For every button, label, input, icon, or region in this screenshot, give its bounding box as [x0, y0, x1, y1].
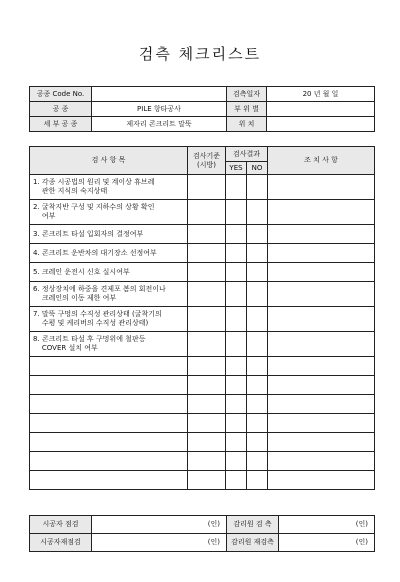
- check-item: 2. 굴착지반 구성 및 지하수의 상황 확인 여부: [30, 200, 188, 225]
- standard-cell[interactable]: [188, 395, 226, 414]
- checklist-table: [29, 146, 375, 490]
- no-cell[interactable]: [247, 263, 268, 282]
- check-item: [30, 452, 188, 471]
- no-cell[interactable]: [247, 414, 268, 433]
- no-cell[interactable]: [247, 376, 268, 395]
- position-label: 위 치: [227, 117, 267, 132]
- yes-cell[interactable]: [226, 282, 247, 307]
- yes-cell[interactable]: [226, 471, 247, 490]
- contractor-check-seal[interactable]: (인): [92, 516, 227, 534]
- checklist-row: [30, 357, 375, 376]
- no-cell[interactable]: [247, 244, 268, 263]
- sub-work-field[interactable]: 제자리 콘크리트 말뚝: [92, 117, 227, 132]
- header-items: 검 사 항 목: [30, 147, 188, 175]
- header-standard: 검사기준 (시방): [188, 147, 226, 175]
- contractor-check-label: 시공자 점검: [30, 516, 92, 534]
- checklist-row: [30, 244, 375, 263]
- action-cell[interactable]: [268, 307, 375, 332]
- yes-cell[interactable]: [226, 307, 247, 332]
- sub-work-label: 세 부 공 종: [30, 117, 92, 132]
- check-item: 6. 정상장치에 하중을 견제포 봄의 회전이나 크레인의 이동 제한 여부: [30, 282, 188, 307]
- yes-cell[interactable]: [226, 175, 247, 200]
- checklist-row: [30, 395, 375, 414]
- yes-cell[interactable]: [226, 433, 247, 452]
- standard-cell[interactable]: [188, 452, 226, 471]
- standard-cell[interactable]: [188, 225, 226, 244]
- checklist-row: [30, 282, 375, 307]
- header-result: 검사결과: [226, 147, 268, 162]
- date-label: 검측일자: [227, 87, 267, 102]
- header-no: NO: [247, 162, 268, 175]
- check-item: 8. 콘크리트 타설 후 구멍위에 철판등 COVER 설치 여부: [30, 332, 188, 357]
- yes-cell[interactable]: [226, 395, 247, 414]
- standard-cell[interactable]: [188, 282, 226, 307]
- standard-cell[interactable]: [188, 433, 226, 452]
- yes-cell[interactable]: [226, 244, 247, 263]
- check-item: 1. 각종 시공법의 원리 및 계이상 휴브레 관한 지식의 숙지상태: [30, 175, 188, 200]
- check-item: 7. 말뚝 구멍의 수직성 관리상태 (굴착기의 수평 및 케리버의 수직성 관리상태): [30, 307, 188, 332]
- work-label: 공 종: [30, 102, 92, 117]
- yes-cell[interactable]: [226, 357, 247, 376]
- checklist-row: [30, 307, 375, 332]
- check-item: 3. 콘크리트 타설 입회자의 결정여부: [30, 225, 188, 244]
- no-cell[interactable]: [247, 395, 268, 414]
- no-cell[interactable]: [247, 357, 268, 376]
- action-cell[interactable]: [268, 282, 375, 307]
- action-cell[interactable]: [268, 414, 375, 433]
- yes-cell[interactable]: [226, 376, 247, 395]
- standard-cell[interactable]: [188, 175, 226, 200]
- checklist-row: [30, 471, 375, 490]
- action-cell[interactable]: [268, 395, 375, 414]
- standard-cell[interactable]: [188, 471, 226, 490]
- standard-cell[interactable]: [188, 414, 226, 433]
- yes-cell[interactable]: [226, 414, 247, 433]
- action-cell[interactable]: [268, 263, 375, 282]
- checklist-row: [30, 332, 375, 357]
- header-action: 조 치 사 항: [268, 147, 375, 175]
- action-cell[interactable]: [268, 376, 375, 395]
- contractor-recheck-seal[interactable]: (인): [92, 534, 227, 552]
- action-cell[interactable]: [268, 452, 375, 471]
- page-title: 검측 체크리스트: [138, 45, 262, 63]
- header-yes: YES: [226, 162, 247, 175]
- checklist-row: [30, 175, 375, 200]
- no-cell[interactable]: [247, 200, 268, 225]
- check-item: [30, 357, 188, 376]
- checklist-row: [30, 414, 375, 433]
- action-cell[interactable]: [268, 200, 375, 225]
- check-item: [30, 433, 188, 452]
- supervisor-inspect-label: 감리원 검 측: [227, 516, 279, 534]
- yes-cell[interactable]: [226, 200, 247, 225]
- code-field[interactable]: [92, 87, 227, 102]
- check-item: 4. 콘크리트 운반차의 대기장소 선정여부: [30, 244, 188, 263]
- yes-cell[interactable]: [226, 332, 247, 357]
- standard-cell[interactable]: [188, 263, 226, 282]
- action-cell[interactable]: [268, 332, 375, 357]
- check-item: [30, 376, 188, 395]
- action-cell[interactable]: [268, 225, 375, 244]
- yes-cell[interactable]: [226, 452, 247, 471]
- standard-cell[interactable]: [188, 332, 226, 357]
- work-field[interactable]: PILE 항타공사: [92, 102, 227, 117]
- action-cell[interactable]: [268, 244, 375, 263]
- no-cell[interactable]: [247, 307, 268, 332]
- supervisor-reinspect-label: 감리원 재검측: [227, 534, 279, 552]
- info-table: [29, 86, 375, 132]
- no-cell[interactable]: [247, 282, 268, 307]
- checklist-row: [30, 225, 375, 244]
- contractor-recheck-label: 시공자재점검: [30, 534, 92, 552]
- action-cell[interactable]: [268, 175, 375, 200]
- check-item: [30, 414, 188, 433]
- action-cell[interactable]: [268, 433, 375, 452]
- location-field[interactable]: [267, 102, 375, 117]
- yes-cell[interactable]: [226, 225, 247, 244]
- checklist-row: [30, 263, 375, 282]
- supervisor-inspect-seal[interactable]: (인): [279, 516, 375, 534]
- signature-table: [29, 515, 375, 552]
- checklist-row: [30, 433, 375, 452]
- check-item: [30, 471, 188, 490]
- yes-cell[interactable]: [226, 263, 247, 282]
- action-cell[interactable]: [268, 357, 375, 376]
- check-item: [30, 395, 188, 414]
- position-field[interactable]: [267, 117, 375, 132]
- standard-cell[interactable]: [188, 357, 226, 376]
- date-field[interactable]: 20 년 월 일: [267, 87, 375, 102]
- no-cell[interactable]: [247, 452, 268, 471]
- no-cell[interactable]: [247, 433, 268, 452]
- no-cell[interactable]: [247, 471, 268, 490]
- no-cell[interactable]: [247, 175, 268, 200]
- action-cell[interactable]: [268, 471, 375, 490]
- code-label: 공종 Code No.: [30, 87, 92, 102]
- checklist-row: [30, 452, 375, 471]
- check-item: 5. 크레인 운전시 신호 실시여부: [30, 263, 188, 282]
- standard-cell[interactable]: [188, 244, 226, 263]
- standard-cell[interactable]: [188, 200, 226, 225]
- location-label: 부 위 별: [227, 102, 267, 117]
- standard-cell[interactable]: [188, 376, 226, 395]
- no-cell[interactable]: [247, 225, 268, 244]
- checklist-row: [30, 200, 375, 225]
- no-cell[interactable]: [247, 332, 268, 357]
- standard-cell[interactable]: [188, 307, 226, 332]
- checklist-row: [30, 376, 375, 395]
- supervisor-reinspect-seal[interactable]: (인): [279, 534, 375, 552]
